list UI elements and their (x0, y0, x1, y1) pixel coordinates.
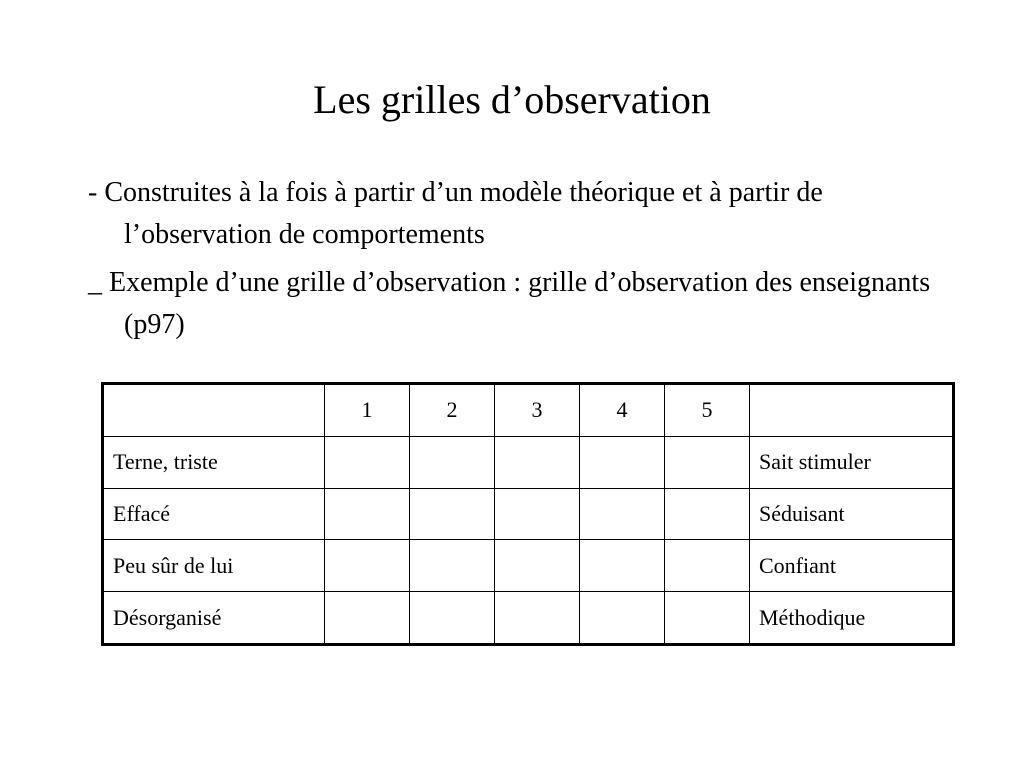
bullet-item: - Construites à la fois à partir d’un modèle théorique et à partir de l’observation de comportements (88, 177, 823, 250)
rating-cell (665, 488, 750, 540)
rating-cell (325, 592, 410, 645)
rating-cell (410, 592, 495, 645)
table-row (103, 436, 954, 488)
rating-cell (580, 592, 665, 645)
table-row (103, 540, 954, 592)
header-cell-empty (103, 384, 325, 437)
rating-cell (665, 592, 750, 645)
rating-cell (325, 436, 410, 488)
rating-cell (495, 540, 580, 592)
rating-cell (410, 436, 495, 488)
trait-right-cell: Séduisant (750, 488, 954, 540)
table-row (103, 592, 954, 645)
header-cell-scale-5: 5 (665, 384, 750, 437)
observation-grid-table (101, 382, 955, 646)
rating-cell (495, 488, 580, 540)
table-row (103, 488, 954, 540)
rating-cell (495, 436, 580, 488)
header-cell-scale-3: 3 (495, 384, 580, 437)
rating-cell (580, 488, 665, 540)
bullet-list (88, 172, 948, 352)
header-cell-scale-2: 2 (410, 384, 495, 437)
rating-cell (495, 592, 580, 645)
rating-cell (665, 540, 750, 592)
trait-right-cell: Méthodique (750, 592, 954, 645)
header-cell-scale-4: 4 (580, 384, 665, 437)
trait-left-cell: Désorganisé (103, 592, 325, 645)
header-cell-scale-1: 1 (325, 384, 410, 437)
trait-left-cell: Terne, triste (103, 436, 325, 488)
slide-title: Les grilles d’observation (313, 77, 711, 122)
header-cell-empty (750, 384, 954, 437)
trait-left-cell: Peu sûr de lui (103, 540, 325, 592)
rating-cell (410, 488, 495, 540)
rating-cell (580, 436, 665, 488)
rating-cell (325, 488, 410, 540)
trait-left-cell: Effacé (103, 488, 325, 540)
rating-cell (580, 540, 665, 592)
rating-cell (410, 540, 495, 592)
trait-right-cell: Sait stimuler (750, 436, 954, 488)
bullet-item: _ Exemple d’une grille d’observation : grille d’observation des enseignants (p97) (88, 267, 931, 340)
trait-right-cell: Confiant (750, 540, 954, 592)
table-header-row (103, 384, 954, 437)
rating-cell (325, 540, 410, 592)
rating-cell (665, 436, 750, 488)
